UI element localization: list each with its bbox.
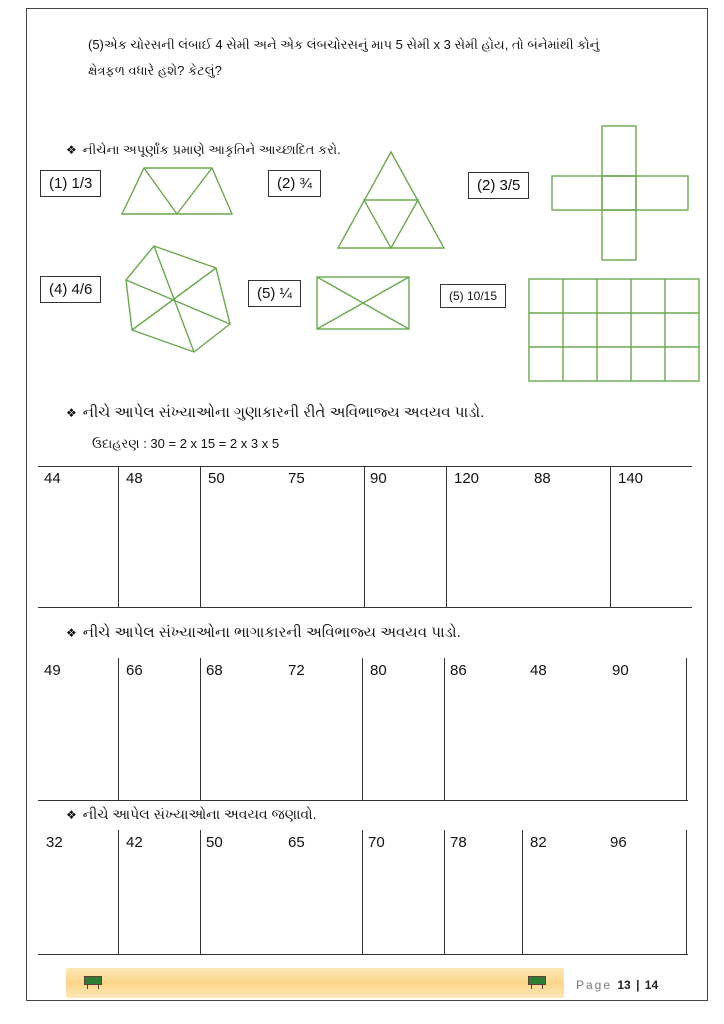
page-total: 14 [644, 978, 659, 992]
fraction-label-3: (2) 3/5 [468, 172, 529, 199]
cross-figure [550, 126, 690, 262]
page-current: 13 [617, 978, 631, 992]
number-cell: 49 [44, 662, 61, 679]
number-cell: 72 [288, 662, 305, 679]
number-cell: 90 [370, 470, 387, 487]
number-cell: 78 [450, 834, 467, 851]
number-cell: 80 [370, 662, 387, 679]
bullet-icon: ❖ [66, 808, 77, 822]
fraction-label-6: (5) 10/15 [440, 284, 506, 308]
division-section-heading [66, 624, 461, 641]
chalkboard-icon [528, 976, 546, 988]
number-cell: 140 [618, 470, 644, 487]
number-cell: 88 [534, 470, 551, 487]
fraction-label-5: (5) ¼ [248, 280, 301, 307]
page-word: Page [576, 978, 613, 992]
bullet-icon: ❖ [66, 626, 77, 640]
number-cell: 42 [126, 834, 143, 851]
fraction-label-4: (4) 4/6 [40, 276, 101, 303]
number-cell: 70 [368, 834, 385, 851]
multiplication-heading-text: નીચે આપેલ સંખ્યાઓના ગુણાકારની રીતે અવિભાજ્ય અવયવ પાડો. [82, 404, 485, 421]
number-cell: 66 [126, 662, 143, 679]
factors-heading-text: નીચે આપેલ સંખ્યાઓના અવયવ જણાવો. [82, 806, 317, 822]
number-cell: 82 [530, 834, 547, 851]
factors-section-heading [66, 806, 317, 823]
number-cell: 48 [530, 662, 547, 679]
number-cell: 90 [612, 662, 629, 679]
shade-heading-text: નીચેના અપૂર્ણાંક પ્રમાણે આકૃતિને આચ્છાદિત કરો. [82, 142, 341, 157]
hexagon-figure [124, 244, 232, 354]
question-5 [88, 32, 688, 84]
number-cell: 96 [610, 834, 627, 851]
number-cell: 120 [454, 470, 480, 487]
example-text: ઉદાહરણ : 30 = 2 x 15 = 2 x 3 x 5 [92, 436, 280, 451]
trapezoid-figure [122, 166, 234, 216]
number-cell: 68 [206, 662, 223, 679]
question-5-line-1: (5)એક ચોરસની લંબાઈ 4 સેમી અને એક લંબચોરસનું માપ 5 સેમી x 3 સેમી હોય, તો બંનેમાંથી કોનું [88, 37, 600, 52]
number-cell: 65 [288, 834, 305, 851]
bullet-icon: ❖ [66, 143, 77, 157]
number-cell: 44 [44, 470, 61, 487]
grid-figure [528, 278, 700, 382]
number-cell: 32 [46, 834, 63, 851]
number-cell: 50 [206, 834, 223, 851]
rectangle-diagonals-figure [316, 276, 410, 330]
footer-band [66, 968, 564, 998]
number-cell: 75 [288, 470, 305, 487]
bullet-icon: ❖ [66, 406, 77, 420]
number-cell: 48 [126, 470, 143, 487]
fraction-label-1: (1) 1/3 [40, 170, 101, 197]
multiplication-section-heading [66, 404, 484, 421]
division-heading-text: નીચે આપેલ સંખ્યાઓના ભાગાકારની અવિભાજ્ય અવયવ પાડો. [82, 624, 461, 641]
page-number [576, 978, 658, 992]
fraction-label-2: (2) ¾ [268, 170, 321, 197]
number-cell: 86 [450, 662, 467, 679]
page-separator: | [636, 978, 640, 992]
shade-section-heading [66, 142, 341, 158]
chalkboard-icon [84, 976, 102, 988]
number-cell: 50 [208, 470, 225, 487]
question-5-line-2: ક્ષેત્રફળ વધારે હશે? કેટલું? [88, 63, 222, 78]
triangle-figure [336, 150, 448, 250]
